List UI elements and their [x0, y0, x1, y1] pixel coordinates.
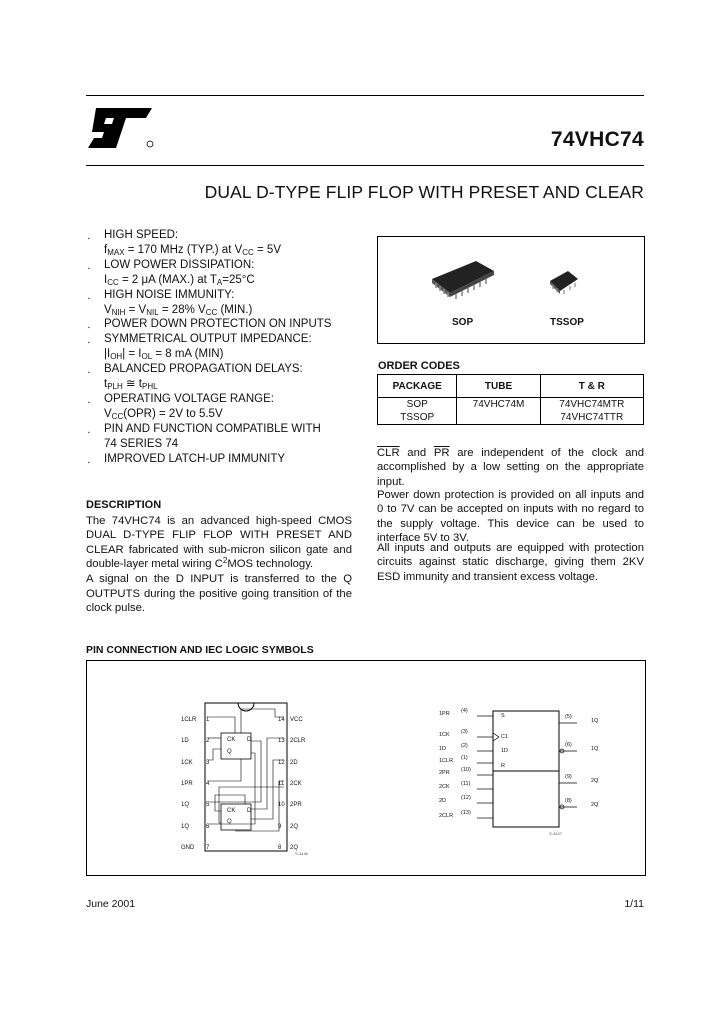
feature-item: ▪ IMPROVED LATCH-UP IMMUNITY [86, 452, 356, 467]
dip-right-pin-label: 2Q [290, 845, 299, 851]
feature-item: ▪ BALANCED PROPAGATION DELAYS: [86, 362, 356, 377]
flip-flop-label: Q [227, 819, 232, 825]
flip-flop-label: Q [227, 749, 232, 755]
iec-input-label: 1CLR [439, 758, 454, 764]
feature-list [86, 228, 356, 467]
tssop-package-icon [546, 265, 582, 299]
dip-right-pin-label: 2CLR [290, 738, 306, 744]
column-header: PACKAGE [378, 375, 457, 398]
table-cell [457, 411, 540, 425]
feature-item: ▪ SYMMETRICAL OUTPUT IMPEDANCE: [86, 332, 356, 347]
feature-detail: $|I_{OH}| = I_{OL} = 8$ mA (MIN) [104, 348, 224, 362]
dip-right-pin-number: 13 [278, 738, 285, 744]
pin-section-heading: PIN CONNECTION AND IEC LOGIC SYMBOLS [86, 644, 314, 656]
table-cell: 74VHC74M [457, 398, 540, 412]
feature-item: ▪ POWER DOWN PROTECTION ON INPUTS [86, 317, 356, 332]
svg-text:S-3446: S-3446 [295, 851, 308, 856]
iec-input-number: (4) [461, 708, 468, 714]
flip-flop-label: D [247, 808, 252, 814]
feature-detail: $V_{NIH} = V_{NIL} = 28\%$ $V_{CC}$ (MIN.) [104, 303, 253, 317]
clr-pr-paragraph: $\overline{CLR}$ and $\overline{PR}$ are independent of the clock and accomplished by a low setting on the appropriate input. [377, 447, 644, 488]
table-row [378, 398, 644, 412]
table-header-row [378, 375, 644, 398]
iec-input-label: 1D [439, 746, 447, 752]
svg-text:S-3447: S-3447 [549, 831, 562, 836]
dip-left-pin-label: 1PR [181, 781, 193, 787]
table-cell: 74VHC74TTR [540, 411, 643, 425]
column-header: TUBE [457, 375, 540, 398]
footer-date: June 2001 [86, 898, 136, 910]
dip-right-pin-number: 9 [278, 824, 282, 830]
flip-flop-label: D [247, 737, 252, 743]
iec-input-label: 1CK [439, 732, 450, 738]
iec-output-label: 2Q [591, 778, 599, 784]
iec-output-number: (5) [565, 714, 572, 720]
iec-input-label: 2PR [439, 770, 450, 776]
dip-right-pin-number: 10 [278, 802, 285, 808]
iec-output-label: 1Q [591, 718, 599, 724]
dip-left-pin-label: 1CLR [181, 717, 197, 723]
description-paragraph: A signal on the D INPUT is transferred to the Q OUTPUTS during the positive going transition of the clock pulse. [86, 572, 352, 615]
column-header: T & R [540, 375, 643, 398]
package-illustration [377, 236, 645, 344]
dip-right-pin-label: 2PR [290, 802, 302, 808]
iec-output-number: (6) [565, 742, 572, 748]
description-paragraph: The 74VHC74 is an advanced high-speed CMOS DUAL D-TYPE FLIP FLOP WITH PRESET AND CLEAR fabricated with sub-micron silicon gate and double-layer metal wiring $C^2MOS$ technology. [86, 514, 352, 571]
iec-function-label: 1D [501, 748, 509, 754]
dip-left-pin-number: 5 [206, 802, 210, 808]
order-codes-table [377, 374, 644, 425]
dip-left-pin-label: 1Q [181, 802, 190, 808]
feature-detail: $f_{MAX} = 170$ MHz (TYP.) at $V_{CC} = 5V$ [104, 243, 282, 257]
iec-input-number: (1) [461, 755, 468, 761]
dip-left-pin-number: 3 [206, 760, 210, 766]
iec-output-number: (8) [565, 798, 572, 804]
top-rule [86, 95, 644, 96]
table-row [378, 411, 644, 425]
feature-item: ▪ HIGH SPEED: [86, 228, 356, 243]
description [86, 498, 352, 616]
dip-right-pin-label: 2Q [290, 824, 299, 830]
iec-input-number: (3) [461, 729, 468, 735]
dip-left-pin-label: 1CK [181, 760, 193, 766]
order-codes-heading: ORDER CODES [378, 360, 460, 372]
flip-flop-label: CK [227, 737, 236, 743]
iec-input-number: (12) [461, 795, 471, 801]
power-down-paragraph: Power down protection is provided on all inputs and 0 to 7V can be accepted on inputs with no regard to the supply voltage. This device can be used to interface 5V to 3V. [377, 489, 644, 545]
feature-item: ▪ HIGH NOISE IMMUNITY: [86, 288, 356, 303]
flip-flop-label: CK [227, 808, 236, 814]
dip-left-pin-label: 1D [181, 738, 189, 744]
dip-left-pin-label: 1Q [181, 824, 190, 830]
dip-right-pin-number: 8 [278, 845, 282, 851]
feature-item: ▪ PIN AND FUNCTION COMPATIBLE WITH [86, 422, 356, 437]
table-cell: 74VHC74MTR [540, 398, 643, 412]
iec-output-number: (9) [565, 774, 572, 780]
iec-input-number: (10) [461, 767, 471, 773]
iec-input-number: (13) [461, 810, 471, 816]
dip-right-pin-label: 2D [290, 760, 298, 766]
dip-right-pin-label: VCC [290, 717, 303, 723]
dip-left-pin-number: 4 [206, 781, 210, 787]
dip-left-pin-label: GND [181, 845, 195, 851]
document-title: DUAL D-TYPE FLIP FLOP WITH PRESET AND CLEAR [204, 182, 644, 202]
dip-right-pin-number: 14 [278, 717, 285, 723]
description-heading: DESCRIPTION [86, 499, 162, 511]
dip-right-pin-number: 12 [278, 760, 285, 766]
iec-input-number: (2) [461, 743, 468, 749]
iec-function-label: C1 [501, 734, 509, 740]
feature-item: ▪ LOW POWER DISSIPATION: [86, 258, 356, 273]
part-number: 74VHC74 [550, 128, 644, 151]
iec-output-label: 1Q [591, 746, 599, 752]
feature-detail: 74 SERIES 74 [104, 437, 179, 450]
dip-left-pin-number: 1 [206, 717, 210, 723]
pin-connection-diagram [175, 701, 325, 861]
pin-diagram-box [86, 660, 646, 876]
sop-label: SOP [452, 317, 474, 328]
sop-package-icon [426, 257, 498, 305]
feature-item: ▪ OPERATING VOLTAGE RANGE: [86, 392, 356, 407]
dip-right-pin-label: 2CK [290, 781, 302, 787]
dip-right-pin-number: 11 [278, 781, 285, 787]
table-cell: SOP [378, 398, 457, 412]
iec-function-label: R [501, 763, 505, 769]
feature-detail: $V_{CC}(OPR) = 2V$ to 5.5V [104, 407, 223, 421]
header-rule [86, 165, 644, 166]
dip-left-pin-number: 2 [206, 738, 210, 744]
iec-input-label: 2CLR [439, 813, 454, 819]
iec-input-label: 1PR [439, 711, 450, 717]
footer-page: 1/11 [624, 898, 644, 910]
iec-function-label: S [501, 713, 505, 719]
esd-paragraph: All inputs and outputs are equipped with protection circuits against static discharge, giving them 2KV ESD immunity and transient excess voltage. [377, 542, 644, 583]
st-logo [86, 104, 156, 157]
iec-input-label: 2CK [439, 784, 450, 790]
table-cell: TSSOP [378, 411, 457, 425]
iec-input-number: (11) [461, 781, 471, 787]
dip-left-pin-number: 6 [206, 824, 210, 830]
feature-detail: $I_{CC} = 2$ μA (MAX.) at $T_A=25^\circ C$ [104, 273, 255, 287]
iec-output-label: 2Q [591, 802, 599, 808]
tssop-label: TSSOP [550, 317, 584, 328]
iec-input-label: 2D [439, 798, 447, 804]
dip-left-pin-number: 7 [206, 845, 210, 851]
feature-detail: $t_{PLH}$ ≅ $t_{PHL}$ [104, 378, 158, 392]
